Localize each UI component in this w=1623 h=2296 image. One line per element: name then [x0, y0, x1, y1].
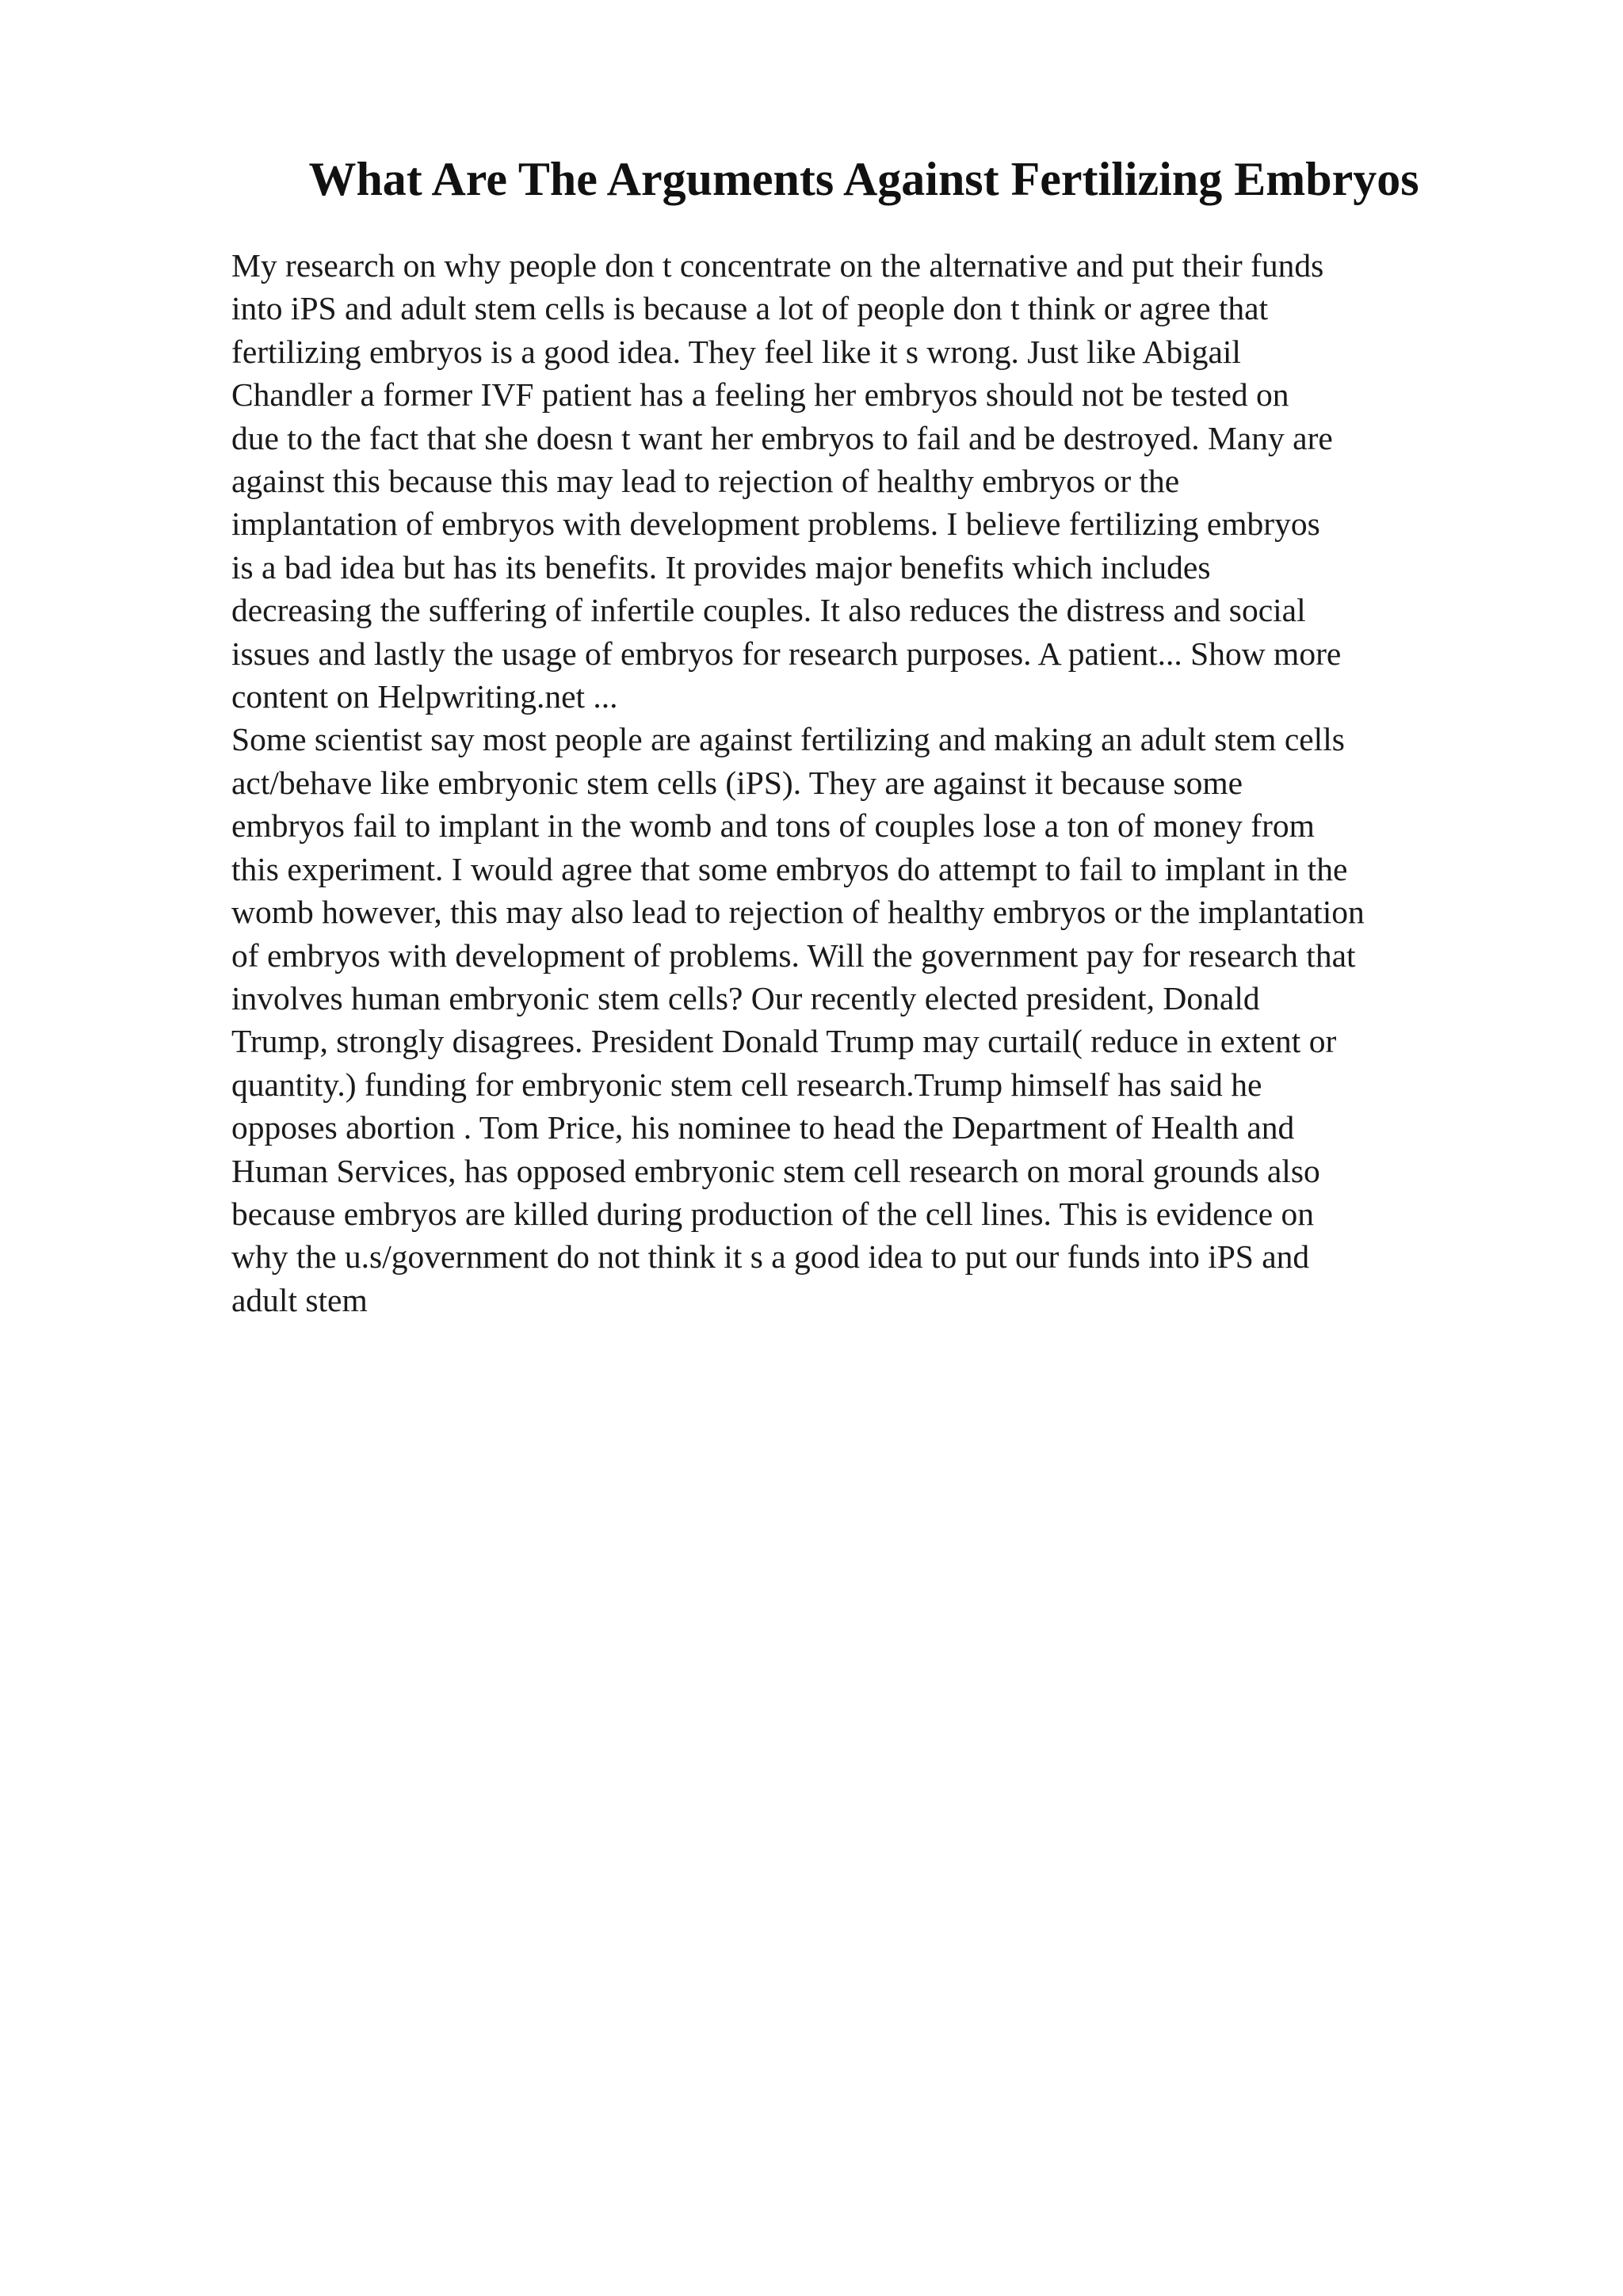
- body-line: content on Helpwriting.net ...: [231, 678, 618, 715]
- body-line: against this because this may lead to rejection of healthy embryos or the: [231, 463, 1180, 500]
- body-line: involves human embryonic stem cells? Our recently elected president, Donald: [231, 979, 1260, 1016]
- body-line: adult stem: [231, 1281, 368, 1318]
- document-body: [231, 244, 1539, 1322]
- body-line: decreasing the suffering of infertile couples. It also reduces the distress and social: [231, 592, 1306, 629]
- body-line: due to the fact that she doesn t want her embryos to fail and be destroyed. Many are: [231, 419, 1333, 456]
- body-line: My research on why people don t concentrate on the alternative and put their funds: [231, 247, 1324, 284]
- body-line: womb however, this may also lead to rejection of healthy embryos or the implantation: [231, 894, 1365, 931]
- body-line: because embryos are killed during production of the cell lines. This is evidence on: [231, 1195, 1315, 1232]
- body-line: quantity.) funding for embryonic stem cell research.Trump himself has said he: [231, 1066, 1262, 1103]
- body-line: implantation of embryos with development problems. I believe fertilizing embryos: [231, 505, 1320, 543]
- body-line: issues and lastly the usage of embryos for research purposes. A patient... Show more: [231, 635, 1342, 672]
- body-line: this experiment. I would agree that some embryos do attempt to fail to implant in the: [231, 850, 1348, 887]
- body-line: is a bad idea but has its benefits. It provides major benefits which includes: [231, 548, 1211, 585]
- body-line: Trump, strongly disagrees. President Donald Trump may curtail( reduce in extent or: [231, 1023, 1337, 1060]
- body-line: of embryos with development of problems. Will the government pay for research that: [231, 936, 1356, 974]
- body-line: why the u.s/government do not think it s a good idea to put our funds into iPS and: [231, 1238, 1310, 1276]
- document-title: What Are The Arguments Against Fertilizing Embryos: [308, 153, 1419, 205]
- body-line: into iPS and adult stem cells is because a lot of people don t think or agree that: [231, 290, 1269, 327]
- body-line: Chandler a former IVF patient has a feeling her embryos should not be tested on: [231, 376, 1289, 414]
- body-line: fertilizing embryos is a good idea. They feel like it s wrong. Just like Abigail: [231, 333, 1241, 370]
- body-line: Human Services, has opposed embryonic stem cell research on moral grounds also: [231, 1152, 1320, 1189]
- body-line: Some scientist say most people are against fertilizing and making an adult stem cells: [231, 721, 1345, 758]
- body-line: embryos fail to implant in the womb and tons of couples lose a ton of money from: [231, 807, 1315, 845]
- body-line: opposes abortion . Tom Price, his nominee to head the Department of Health and: [231, 1109, 1295, 1146]
- body-line: act/behave like embryonic stem cells (iPS). They are against it because some: [231, 764, 1243, 801]
